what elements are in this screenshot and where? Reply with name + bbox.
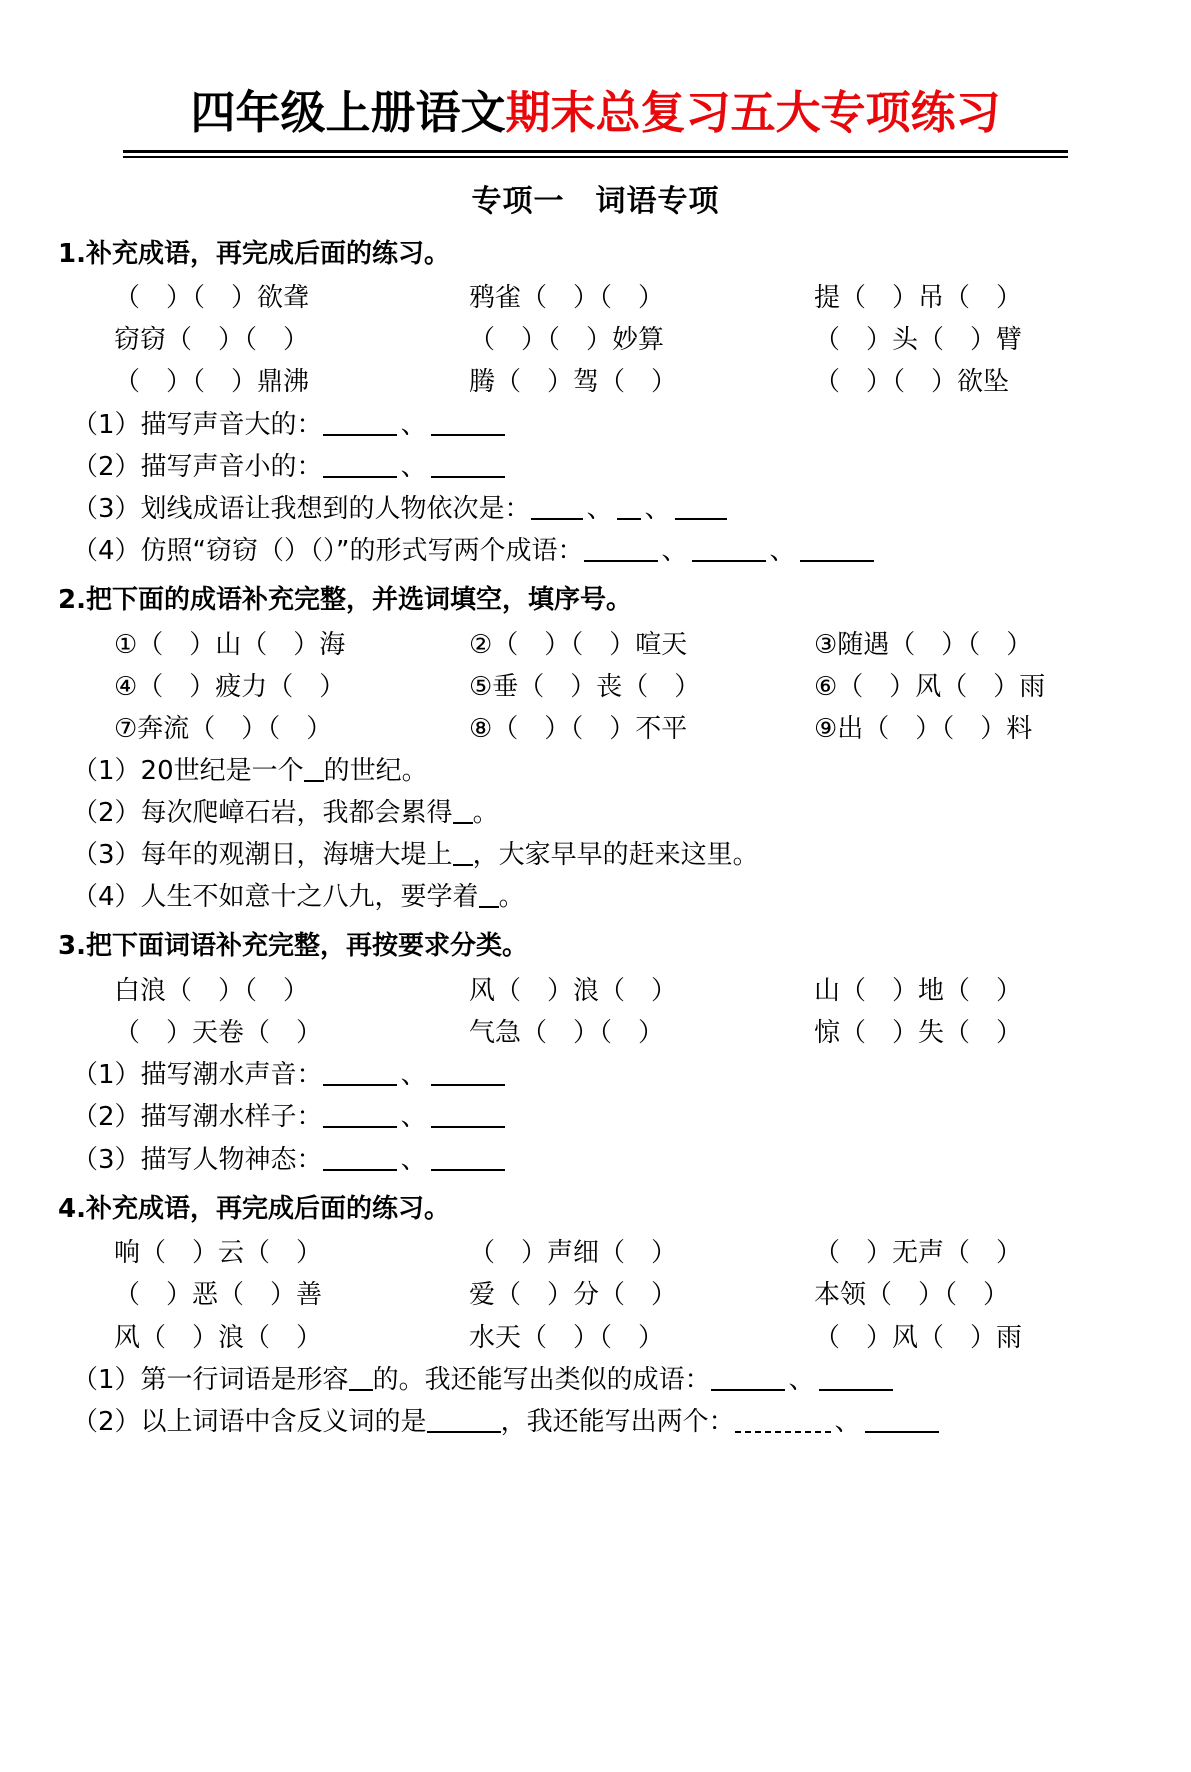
idiom-cell: ③随遇（ ）（ ） (814, 629, 1033, 660)
answer-blank[interactable] (431, 476, 505, 478)
dun-separator: 、 (769, 535, 796, 566)
idiom-cell: ⑨出（ ）（ ）料 (814, 713, 1033, 744)
idiom-cell: （ ）（ ）欲坠 (814, 367, 1010, 398)
idiom-cell: ⑥（ ）风（ ）雨 (814, 671, 1046, 702)
dun-separator: 、 (788, 1364, 815, 1395)
question-line (58, 1139, 1133, 1181)
answer-blank[interactable] (531, 518, 583, 520)
question-label: （2） (72, 1406, 141, 1437)
answer-blank[interactable] (323, 1084, 397, 1086)
idiom-row (58, 319, 1133, 361)
question-line (58, 1096, 1133, 1138)
answer-blank[interactable] (323, 1169, 397, 1171)
idiom-row (58, 1317, 1133, 1359)
idiom-cell: ⑤垂（ ）丧（ ） (469, 671, 701, 702)
idiom-cell: 爱（ ）分（ ） (469, 1280, 678, 1311)
answer-blank[interactable] (431, 1169, 505, 1171)
answer-blank[interactable] (800, 560, 874, 562)
question-text-part1: 第一行词语是形容 (140, 1364, 349, 1395)
idiom-row (58, 277, 1133, 319)
idiom-cell: 山（ ）地（ ） (814, 976, 1023, 1007)
section-1-heading: 1.补充成语，再完成后面的练习。 (58, 238, 450, 269)
idiom-cell: （ ）风（ ）雨 (814, 1322, 1023, 1353)
question-line (58, 404, 1133, 446)
answer-blank[interactable] (711, 1389, 785, 1391)
idiom-row (58, 1274, 1133, 1316)
idiom-cell: （ ）头（ ）臂 (814, 325, 1023, 356)
idiom-row (58, 666, 1133, 708)
question-line (58, 1054, 1133, 1096)
question-label: （1） (72, 409, 141, 440)
idiom-cell: （ ）恶（ ）善 (114, 1280, 323, 1311)
idiom-cell: 响（ ）云（ ） (114, 1238, 323, 1269)
answer-blank[interactable] (675, 518, 727, 520)
question-text: 描写潮水声音： (140, 1060, 323, 1091)
answer-blank[interactable] (427, 1431, 501, 1433)
question-label: （1） (72, 1060, 141, 1091)
idiom-cell: ⑧（ ）（ ）不平 (469, 713, 688, 744)
answer-blank[interactable] (584, 560, 658, 562)
idiom-cell: （ ）（ ）鼎沸 (114, 367, 310, 398)
idiom-cell: ①（ ）山（ ）海 (114, 629, 346, 660)
dun-separator: 、 (644, 493, 671, 524)
question-text: 描写声音小的： (140, 451, 323, 482)
answer-blank[interactable] (479, 906, 499, 908)
idiom-cell: （ ）无声（ ） (814, 1238, 1023, 1269)
idiom-row (58, 1232, 1133, 1274)
question-text: 描写潮水样子： (140, 1102, 323, 1133)
dun-separator: 、 (400, 1102, 427, 1133)
question-line (58, 530, 1133, 572)
idiom-cell: 水天（ ）（ ） (469, 1322, 665, 1353)
answer-blank[interactable] (692, 560, 766, 562)
answer-blank[interactable] (349, 1389, 373, 1391)
answer-blank[interactable] (431, 1126, 505, 1128)
idiom-cell: 气急（ ）（ ） (469, 1018, 665, 1049)
idiom-cell: 风（ ）浪（ ） (114, 1322, 323, 1353)
worksheet-content (0, 236, 1191, 1443)
question-line (58, 446, 1133, 488)
idiom-cell: ②（ ）（ ）喧天 (469, 629, 688, 660)
idiom-cell: 白浪（ ）（ ） (114, 976, 310, 1007)
answer-blank[interactable] (323, 1126, 397, 1128)
section-3-heading: 3.把下面词语补充完整，再按要求分类。 (58, 931, 528, 962)
sentence-after: 。 (472, 798, 499, 829)
question-label: （1） (72, 1364, 141, 1395)
sentence-before: 每次爬嶂石岩，我都会累得 (140, 798, 453, 829)
page-title (60, 88, 1131, 138)
idiom-cell: 提（ ）吊（ ） (814, 283, 1023, 314)
answer-blank[interactable] (453, 822, 473, 824)
idiom-cell: 惊（ ）失（ ） (814, 1018, 1023, 1049)
question-text: 描写声音大的： (140, 409, 323, 440)
question-text-part2: ，我还能写出两个： (500, 1406, 735, 1437)
dun-separator: 、 (834, 1406, 861, 1437)
sentence-before: 人生不如意十之八九，要学着 (140, 882, 479, 913)
title-black-part: 四年级上册语文 (190, 86, 506, 139)
question-text: 划线成语让我想到的人物依次是： (140, 493, 531, 524)
idiom-row (58, 624, 1133, 666)
idiom-cell: （ ）（ ）妙算 (469, 325, 665, 356)
sentence-after: ，大家早早的赶来这里。 (472, 840, 759, 871)
fill-sentence (58, 792, 1133, 834)
idiom-cell: 本领（ ）（ ） (814, 1280, 1010, 1311)
dun-separator: 、 (400, 409, 427, 440)
dun-separator: 、 (661, 535, 688, 566)
idiom-cell: 风（ ）浪（ ） (469, 976, 678, 1007)
dun-separator: 、 (400, 451, 427, 482)
sentence-before: 20世纪是一个 (140, 755, 304, 786)
answer-blank[interactable] (323, 434, 397, 436)
final-question (58, 1359, 1133, 1401)
question-text-part1: 以上词语中含反义词的是 (140, 1406, 427, 1437)
idiom-row (58, 970, 1133, 1012)
question-text: 描写人物神态： (140, 1144, 323, 1175)
worksheet-page (0, 88, 1191, 1772)
title-double-rule (123, 150, 1068, 158)
question-label: （4） (72, 535, 141, 566)
idiom-cell: （ ）（ ）欲聋 (114, 283, 310, 314)
answer-blank[interactable] (431, 434, 505, 436)
question-label: （3） (72, 840, 141, 871)
question-label: （2） (72, 451, 141, 482)
question-label: （3） (72, 1144, 141, 1175)
question-label: （3） (72, 493, 141, 524)
fill-sentence (58, 876, 1133, 918)
question-label: （1） (72, 755, 141, 786)
idiom-cell: 鸦雀（ ）（ ） (469, 283, 665, 314)
answer-blank[interactable] (431, 1084, 505, 1086)
sentence-before: 每年的观潮日，海塘大堤上 (140, 840, 453, 871)
subtitle: 专项一 词语专项 (471, 183, 720, 219)
idiom-cell: 窃窃（ ）（ ） (114, 325, 310, 356)
sentence-after: 。 (498, 882, 525, 913)
question-text: 仿照“窃窃（）（）”的形式写两个成语： (140, 535, 584, 566)
answer-blank[interactable] (453, 864, 473, 866)
section-4-heading: 4.补充成语，再完成后面的练习。 (58, 1193, 450, 1224)
section-2-heading: 2.把下面的成语补充完整，并选词填空，填序号。 (58, 584, 632, 615)
answer-blank[interactable] (304, 780, 324, 782)
idiom-row (58, 1012, 1133, 1054)
answer-blank[interactable] (735, 1431, 831, 1433)
dun-separator: 、 (586, 493, 613, 524)
fill-sentence (58, 750, 1133, 792)
answer-blank[interactable] (617, 518, 641, 520)
answer-blank[interactable] (323, 476, 397, 478)
final-question (58, 1401, 1133, 1443)
idiom-cell: ⑦奔流（ ）（ ） (114, 713, 333, 744)
idiom-cell: 腾（ ）驾（ ） (469, 367, 678, 398)
idiom-row (58, 361, 1133, 403)
title-red-part: 期末总复习五大专项练习 (505, 86, 1001, 139)
question-label: （2） (72, 1102, 141, 1133)
question-label: （4） (72, 882, 141, 913)
fill-sentence (58, 834, 1133, 876)
answer-blank[interactable] (819, 1389, 893, 1391)
dun-separator: 、 (400, 1060, 427, 1091)
idiom-cell: ④（ ）疲力（ ） (114, 671, 346, 702)
idiom-cell: （ ）声细（ ） (469, 1238, 678, 1269)
sentence-after: 的世纪。 (323, 755, 428, 786)
question-label: （2） (72, 798, 141, 829)
idiom-row (58, 708, 1133, 750)
title-block (0, 88, 1191, 220)
question-text-part2: 的。我还能写出类似的成语： (372, 1364, 711, 1395)
answer-blank[interactable] (865, 1431, 939, 1433)
idiom-cell: （ ）天卷（ ） (114, 1018, 323, 1049)
dun-separator: 、 (400, 1144, 427, 1175)
question-line (58, 488, 1133, 530)
